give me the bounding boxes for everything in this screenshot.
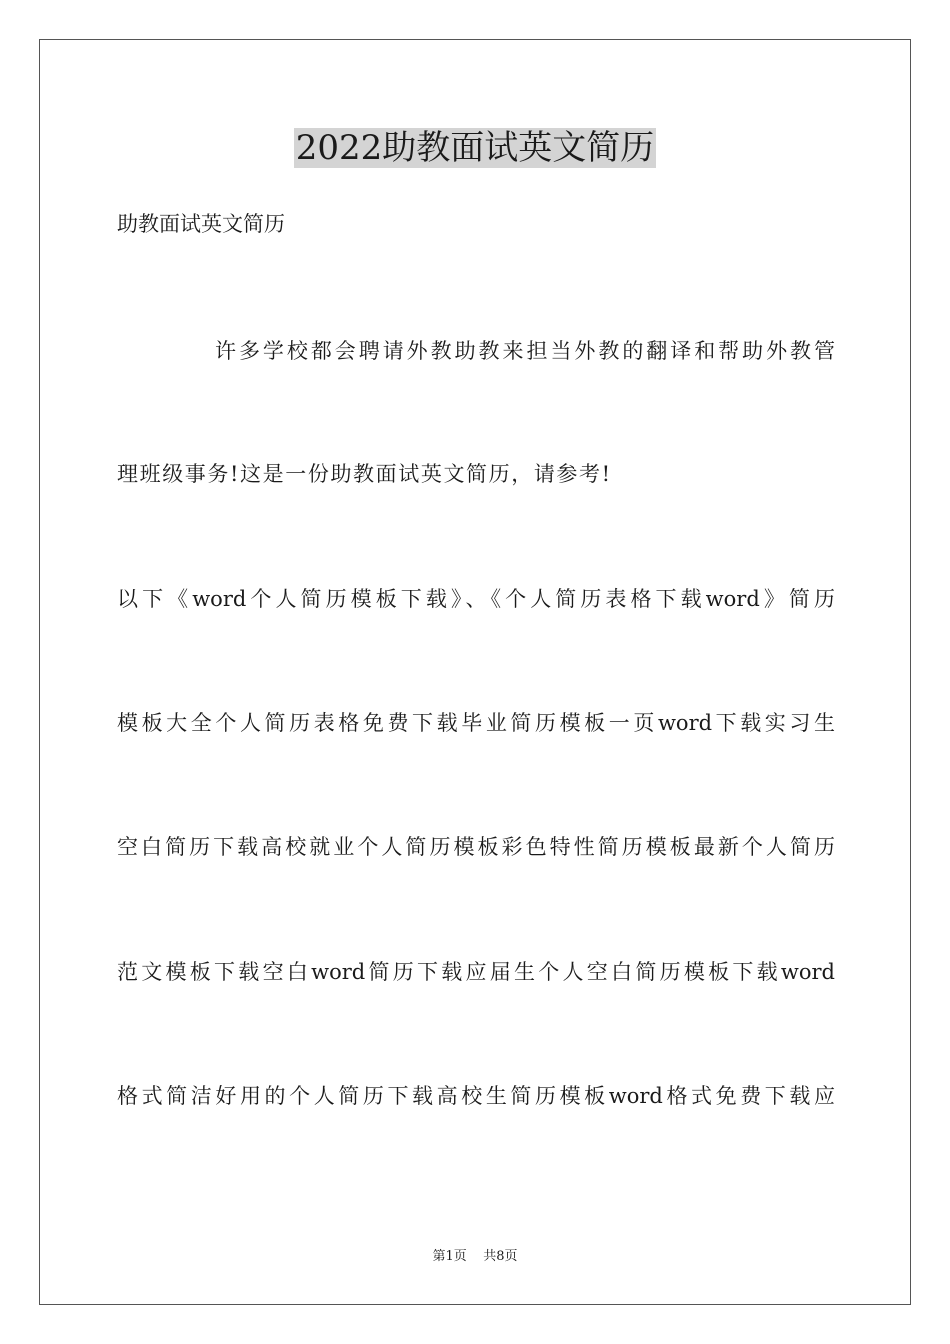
document-title	[0, 124, 950, 172]
paragraph-line: 模板大全个人简历表格免费下载毕业简历模板一页word下载实习生	[117, 711, 835, 735]
document-title-text: 2022助教面试英文简历	[295, 128, 655, 168]
page-number: 第1页	[432, 1249, 467, 1264]
paragraph-line: 范文模板下载空白word简历下载应届生个人空白简历模板下载word	[117, 960, 835, 984]
page-total: 共8页	[483, 1249, 518, 1264]
paragraph-line: 格式简洁好用的个人简历下载高校生简历模板word格式免费下载应	[117, 1084, 835, 1108]
paragraph-line: 许多学校都会聘请外教助教来担当外教的翻译和帮助外教管	[215, 339, 835, 363]
paragraph-line: 以下《word个人简历模板下载》、《个人简历表格下载word》简历	[117, 587, 835, 611]
paragraph-line: 空白简历下载高校就业个人简历模板彩色特性简历模板最新个人简历	[117, 835, 835, 859]
document-subtitle: 助教面试英文简历	[117, 212, 285, 236]
page-footer	[0, 1248, 950, 1266]
paragraph-line: 理班级事务!这是一份助教面试英文简历，请参考!	[117, 462, 612, 486]
